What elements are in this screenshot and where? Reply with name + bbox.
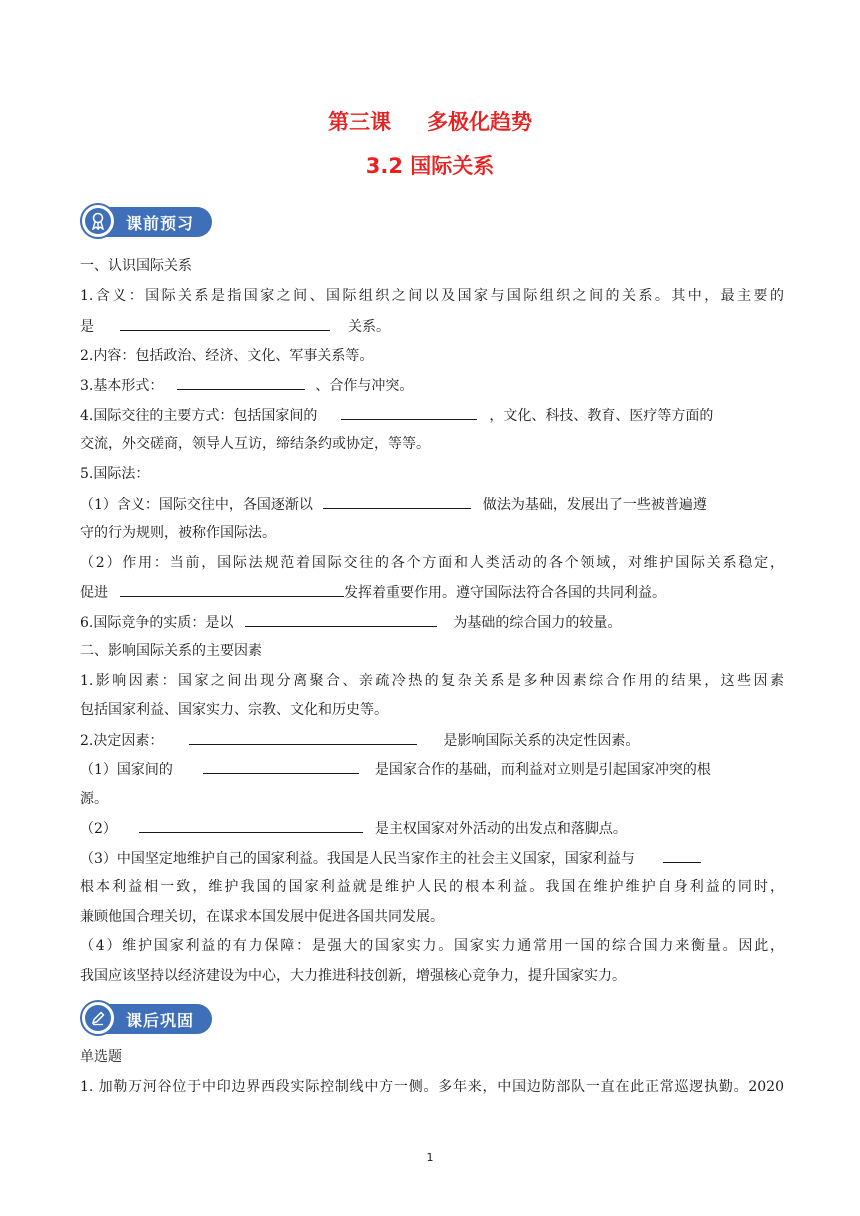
- text-line: 我国应该坚持以经济建设为中心，大力推进科技创新，增强核心竞争力，提升国家实力。: [80, 968, 626, 984]
- text-line: 根本利益相一致，维护我国的国家利益就是维护人民的根本利益。我国在维护维护自身利益的同时，: [80, 879, 784, 895]
- review-banner-label: 课后巩固: [94, 1004, 212, 1034]
- text-line: 4.国际交往的主要方式：包括国家间的 ，文化、科技、教育、医疗等方面的: [80, 405, 784, 426]
- blank: [341, 405, 477, 420]
- lesson-topic: 多极化趋势: [427, 110, 532, 134]
- question-1: 1. 加勒万河谷位于中印边界西段实际控制线中方一侧。多年来，中国边防部队一直在此正常巡逻执勤。2020: [80, 1079, 784, 1095]
- text-line: 促进 发挥着重要作用。遵守国际法符合各国的共同利益。: [80, 582, 784, 603]
- text-line: 2.决定因素： 是影响国际关系的决定性因素。: [80, 730, 784, 751]
- preview-banner: [80, 203, 230, 241]
- review-banner: [80, 1000, 230, 1038]
- pencil-icon: [80, 1000, 116, 1036]
- text-line: （3）中国坚定地维护自己的国家利益。我国是人民当家作主的社会主义国家，国家利益与: [80, 848, 784, 869]
- text-line: 6.国际竞争的实质：是以 为基础的综合国力的较量。: [80, 612, 784, 633]
- blank: [139, 818, 363, 833]
- heading-2: 二、影响国际关系的主要因素: [80, 643, 262, 659]
- text-line: 交流，外交磋商，领导人互访，缔结条约或协定，等等。: [80, 436, 430, 452]
- text-line: 是 关系。: [80, 316, 784, 337]
- blank: [323, 494, 471, 509]
- lesson-number: 第三课: [328, 110, 391, 134]
- page-number: 1: [426, 1151, 434, 1164]
- blank: [120, 582, 344, 597]
- question-heading: 单选题: [80, 1049, 122, 1065]
- medal-icon: [80, 203, 116, 239]
- text-line: （1）国家间的 是国家合作的基础，而利益对立则是引起国家冲突的根: [80, 759, 784, 780]
- text-line: （2）作用：当前，国际法规范着国际交往的各个方面和人类活动的各个领域，对维护国际关系稳定，: [80, 555, 784, 571]
- blank: [120, 316, 330, 331]
- blank: [203, 759, 359, 774]
- text-line: 3.基本形式： 、合作与冲突。: [80, 375, 784, 396]
- text-line: 源。: [80, 791, 108, 807]
- blank: [663, 848, 701, 863]
- section-title: 3.2 国际关系: [365, 154, 495, 178]
- text-line: 1.影响因素：国家之间出现分离聚合、亲疏冷热的复杂关系是多种因素综合作用的结果，这些因素: [80, 673, 784, 689]
- lesson-title: [0, 106, 860, 136]
- blank: [189, 730, 417, 745]
- text-line: （4）维护国家利益的有力保障：是强大的国家实力。国家实力通常用一国的综合国力来衡量。因此，: [80, 938, 784, 954]
- blank: [177, 375, 305, 390]
- heading-1: 一、认识国际关系: [80, 258, 192, 274]
- text-line: 2.内容：包括政治、经济、文化、军事关系等。: [80, 348, 374, 364]
- text-line: 1.含义：国际关系是指国家之间、国际组织之间以及国家与国际组织之间的关系。其中，最主要的: [80, 288, 784, 304]
- blank: [245, 612, 437, 627]
- text-line: 兼顾他国合理关切，在谋求本国发展中促进各国共同发展。: [80, 909, 444, 925]
- text-line: （1）含义：国际交往中，各国逐渐以 做法为基础，发展出了一些被普遍遵: [80, 494, 784, 515]
- preview-banner-label: 课前预习: [94, 207, 212, 237]
- text-line: 包括国家利益、国家实力、宗教、文化和历史等。: [80, 702, 388, 718]
- text-line: （2） 是主权国家对外活动的出发点和落脚点。: [80, 818, 784, 839]
- text-line: 5.国际法：: [80, 466, 150, 482]
- text-line: 守的行为规则，被称作国际法。: [80, 525, 276, 541]
